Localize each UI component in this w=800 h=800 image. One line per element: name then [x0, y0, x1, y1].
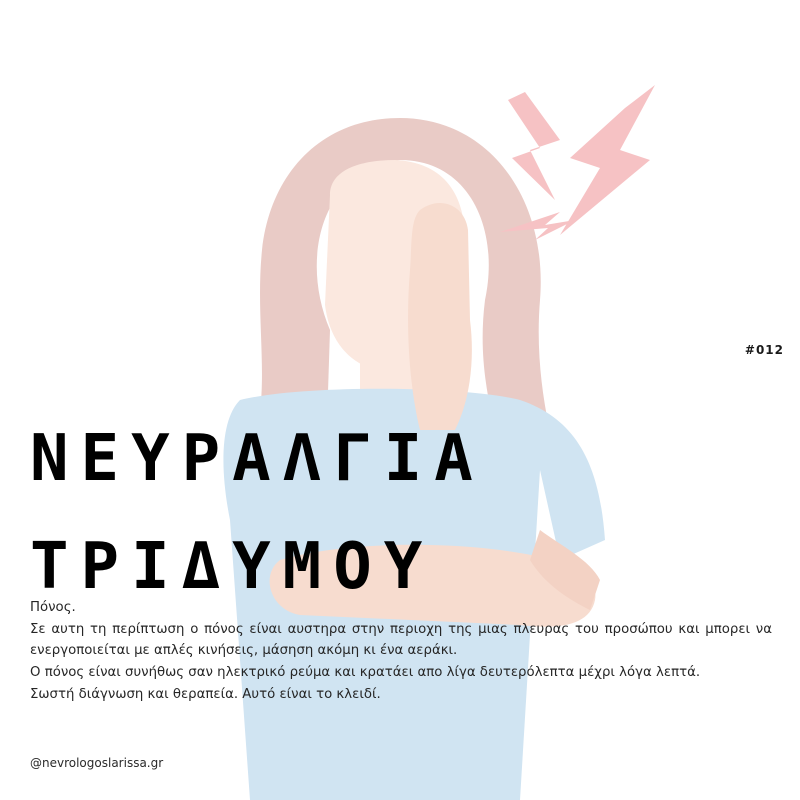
author-handle: @nevrologoslarissa.gr — [30, 756, 164, 770]
bolt-3 — [500, 212, 575, 240]
bolt-1 — [508, 92, 560, 200]
title-line-2: ΤΡΙΔΥΜΟΥ — [30, 530, 435, 604]
body-paragraph: Πόνος. — [30, 600, 76, 615]
body-text — [30, 597, 772, 706]
body-paragraph: Σε αυτη τη περίπτωση ο πόνος είναι αυστηρα στην περιοχη της μιας πλευρας του προσώπου και μπορει να ενεργοποιείται με απλές κινήσεις, μάσηση ακόμη κι ένα αεράκι. — [30, 621, 772, 659]
bolt-2 — [560, 85, 655, 235]
body-paragraph: Ο πόνος είναι συνήθως σαν ηλεκτρικό ρεύμα και κρατάει απο λίγα δευτερόλεπτα μέχρι λόγα λεπτά. — [30, 665, 701, 681]
title-line-1: ΝΕΥΡΑΛΓΙΑ — [30, 422, 485, 496]
post-number: #012 — [744, 343, 784, 357]
body-paragraph: Σωστή διάγνωση και θεραπεία. Αυτό είναι το κλειδί. — [30, 686, 381, 702]
page-title — [30, 405, 485, 621]
